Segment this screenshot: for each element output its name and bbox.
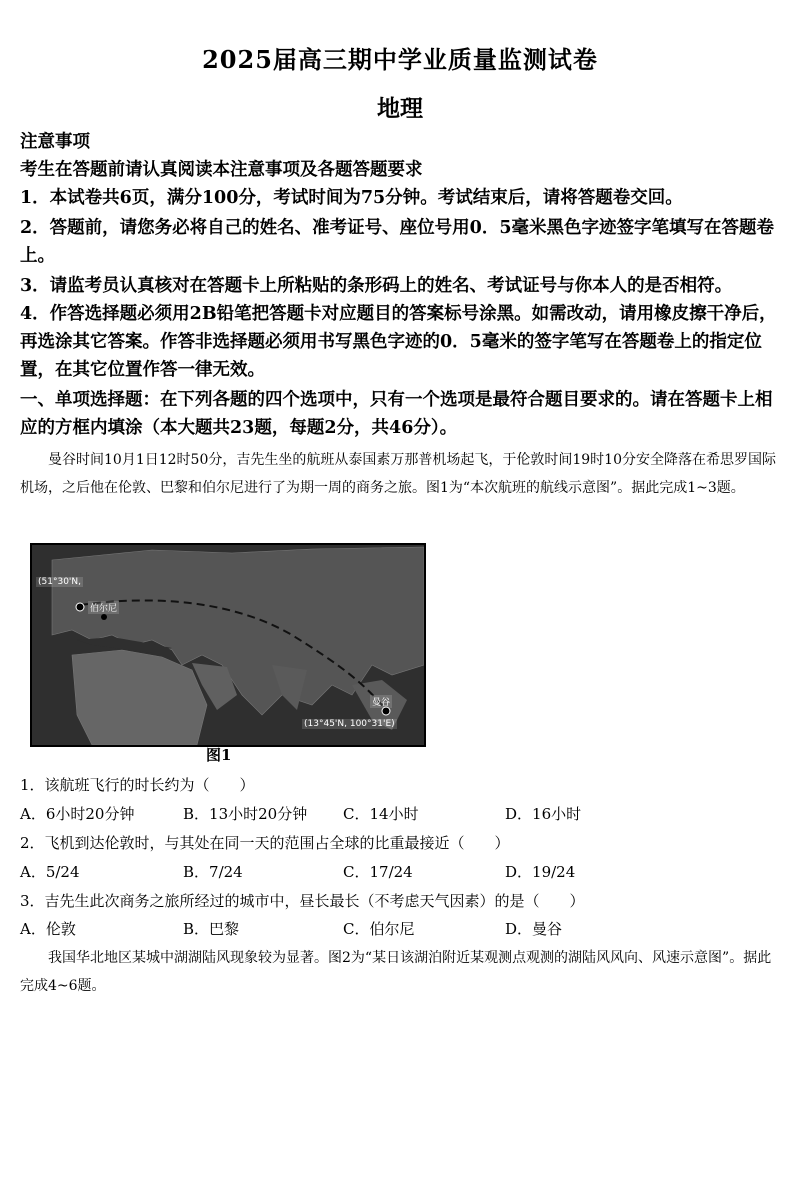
map-graphic	[32, 545, 424, 745]
notice-item-3: 3．请监考员认真核对在答题卡上所粘贴的条形码上的姓名、考试证号与你本人的是否相符。	[20, 276, 733, 296]
bern-label: 伯尔尼	[88, 601, 119, 614]
passage-2: 我国华北地区某城中湖湖陆风现象较为显著。图2为“某日该湖泊附近某观测点观测的湖陆风风向、风速示意图”。据此完成4~6题。	[20, 950, 772, 994]
notice-item-1: 1．本试卷共6页，满分100分，考试时间为75分钟。考试结束后，请将答题卷交回。	[20, 188, 683, 208]
london-marker	[76, 603, 84, 611]
notice-item-2: 2．答题前，请您务必将自己的姓名、准考证号、座位号用0．5毫米黑色字迹签字笔填写在答题卷上。	[20, 218, 775, 266]
exam-title: 2025届高三期中学业质量监测试卷	[202, 45, 598, 74]
question-3-stem: 3．吉先生此次商务之旅所经过的城市中，昼长最长（不考虑天气因素）的是（ ）	[20, 892, 585, 910]
q1-option-c[interactable]: C．14小时	[343, 805, 419, 823]
question-1-stem: 1．该航班飞行的时长约为（ ）	[20, 776, 255, 794]
q3-option-d[interactable]: D．曼谷	[505, 920, 563, 938]
q1-option-b[interactable]: B．13小时20分钟	[183, 805, 308, 823]
q3-option-a[interactable]: A．伦敦	[20, 920, 76, 938]
bangkok-coord-label: (13°45'N, 100°31'E)	[304, 719, 395, 729]
bangkok-label: 曼谷	[370, 695, 392, 708]
notice-item-4: 4．作答选择题必须用2B铅笔把答题卡对应题目的答案标号涂黑。如需改动，请用橡皮擦干净后，再选涂其它答案。作答非选择题必须用书写黑色字迹的0．5毫米的签字笔写在答题卷上的指定位置，在其它位置作答一律无效。	[20, 304, 777, 380]
question-2-stem: 2．飞机到达伦敦时，与其处在同一天的范围占全球的比重最接近（ ）	[20, 834, 510, 852]
london-coord-label: (51°30'N,	[38, 577, 81, 587]
bern-marker	[101, 614, 107, 620]
question-3-options	[20, 914, 780, 944]
q1-option-a[interactable]: A．6小时20分钟	[20, 805, 135, 823]
q3-option-c[interactable]: C．伯尔尼	[343, 920, 415, 938]
bangkok-marker	[382, 707, 390, 715]
q2-option-a[interactable]: A．5/24	[20, 863, 80, 881]
q3-option-b[interactable]: B．巴黎	[183, 920, 240, 938]
q2-option-b[interactable]: B．7/24	[183, 863, 243, 881]
question-2-options	[20, 857, 780, 887]
q2-option-c[interactable]: C．17/24	[343, 863, 413, 881]
flight-route-map	[30, 543, 426, 747]
question-1-options	[20, 799, 780, 829]
passage-1: 曼谷时间10月1日12时50分，吉先生坐的航班从泰国素万那普机场起飞，于伦敦时间19时10分安全降落在希思罗国际机场，之后他在伦敦、巴黎和伯尔尼进行了为期一周的商务之旅。图1为“本次航班的航线示意图”。据此完成1~3题。	[20, 452, 776, 496]
notice-intro: 考生在答题前请认真阅读本注意事项及各题答题要求	[20, 160, 423, 180]
section1-heading: 一、单项选择题：在下列各题的四个选项中，只有一个选项是最符合题目要求的。请在答题卡上相应的方框内填涂（本大题共23题，每题2分，共46分）。	[20, 390, 773, 438]
subject-title: 地理	[377, 95, 423, 122]
q2-option-d[interactable]: D．19/24	[505, 863, 576, 881]
figure-1-caption: 图1	[206, 746, 232, 764]
q1-option-d[interactable]: D．16小时	[505, 805, 582, 823]
notice-heading: 注意事项	[20, 132, 90, 152]
